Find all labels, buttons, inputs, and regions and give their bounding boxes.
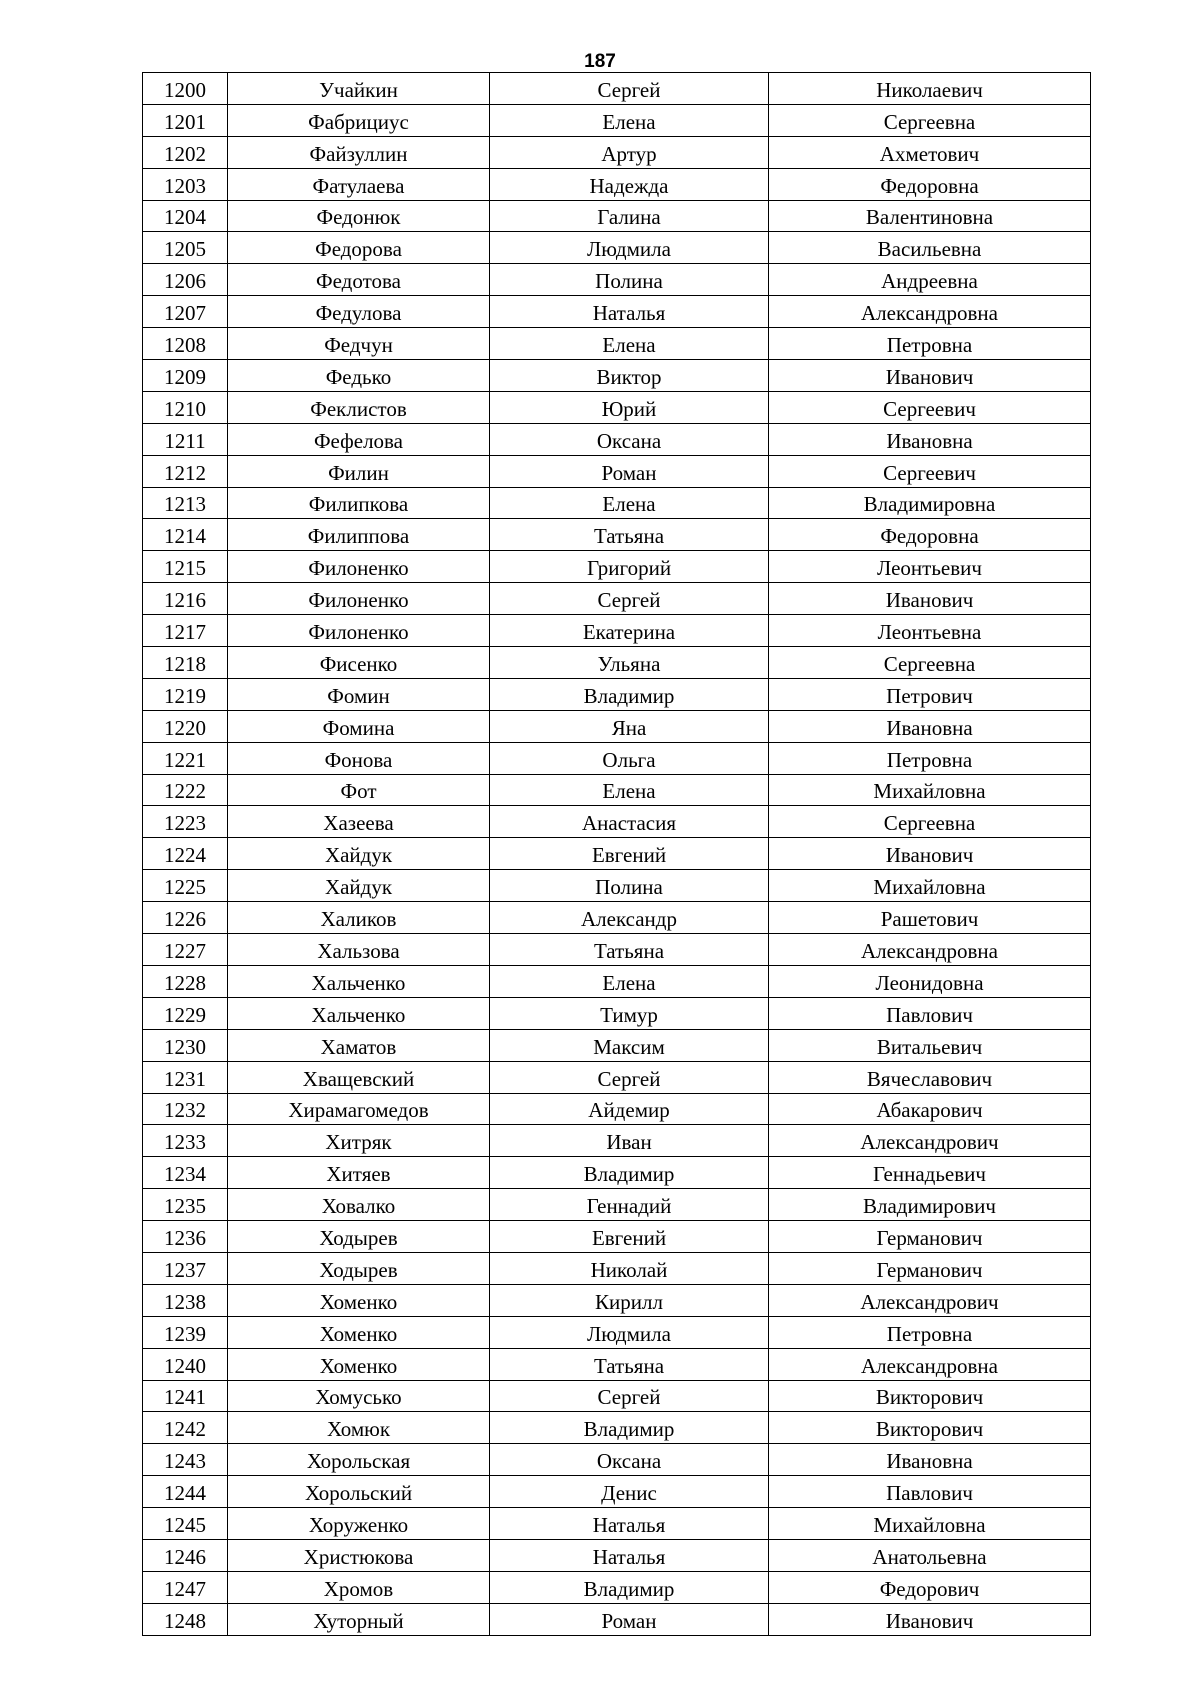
surname-cell: Учайкин (228, 73, 490, 105)
surname-cell: Филоненко (228, 615, 490, 647)
row-number-cell: 1212 (143, 455, 228, 487)
first-name-cell: Николай (490, 1252, 769, 1284)
row-number-cell: 1223 (143, 806, 228, 838)
patronymic-cell: Михайловна (769, 870, 1091, 902)
surname-cell: Федорова (228, 232, 490, 264)
patronymic-cell: Геннадьевич (769, 1157, 1091, 1189)
first-name-cell: Сергей (490, 73, 769, 105)
table-row (143, 1444, 1091, 1476)
patronymic-cell: Павлович (769, 1476, 1091, 1508)
table-row (143, 264, 1091, 296)
table-row (143, 710, 1091, 742)
row-number-cell: 1208 (143, 328, 228, 360)
first-name-cell: Владимир (490, 1412, 769, 1444)
table-row (143, 1476, 1091, 1508)
table-row (143, 360, 1091, 392)
surname-cell: Фатулаева (228, 168, 490, 200)
patronymic-cell: Александровна (769, 934, 1091, 966)
row-number-cell: 1214 (143, 519, 228, 551)
first-name-cell: Евгений (490, 838, 769, 870)
table-row (143, 1571, 1091, 1603)
row-number-cell: 1209 (143, 360, 228, 392)
patronymic-cell: Федорович (769, 1571, 1091, 1603)
surname-cell: Хазеева (228, 806, 490, 838)
table-row (143, 1348, 1091, 1380)
row-number-cell: 1218 (143, 647, 228, 679)
first-name-cell: Юрий (490, 391, 769, 423)
surname-cell: Ховалко (228, 1189, 490, 1221)
first-name-cell: Людмила (490, 232, 769, 264)
table-row (143, 1125, 1091, 1157)
first-name-cell: Владимир (490, 1571, 769, 1603)
row-number-cell: 1245 (143, 1508, 228, 1540)
first-name-cell: Тимур (490, 997, 769, 1029)
row-number-cell: 1200 (143, 73, 228, 105)
patronymic-cell: Иванович (769, 1603, 1091, 1635)
row-number-cell: 1215 (143, 551, 228, 583)
page-number: 187 (584, 51, 616, 72)
patronymic-cell: Леонтьевна (769, 615, 1091, 647)
patronymic-cell: Михайловна (769, 1508, 1091, 1540)
row-number-cell: 1237 (143, 1252, 228, 1284)
first-name-cell: Ольга (490, 742, 769, 774)
surname-cell: Фисенко (228, 647, 490, 679)
first-name-cell: Екатерина (490, 615, 769, 647)
row-number-cell: 1247 (143, 1571, 228, 1603)
first-name-cell: Артур (490, 136, 769, 168)
first-name-cell: Полина (490, 870, 769, 902)
row-number-cell: 1226 (143, 902, 228, 934)
patronymic-cell: Сергеевна (769, 647, 1091, 679)
row-number-cell: 1238 (143, 1284, 228, 1316)
first-name-cell: Наталья (490, 1539, 769, 1571)
table-row (143, 583, 1091, 615)
patronymic-cell: Сергеевна (769, 806, 1091, 838)
table-row (143, 423, 1091, 455)
surname-cell: Хоменко (228, 1284, 490, 1316)
table-row (143, 136, 1091, 168)
row-number-cell: 1219 (143, 678, 228, 710)
roster-table-body (143, 73, 1091, 1636)
surname-cell: Фефелова (228, 423, 490, 455)
surname-cell: Федулова (228, 296, 490, 328)
patronymic-cell: Александровна (769, 296, 1091, 328)
row-number-cell: 1207 (143, 296, 228, 328)
row-number-cell: 1243 (143, 1444, 228, 1476)
patronymic-cell: Германович (769, 1252, 1091, 1284)
first-name-cell: Владимир (490, 678, 769, 710)
row-number-cell: 1222 (143, 774, 228, 806)
first-name-cell: Геннадий (490, 1189, 769, 1221)
surname-cell: Фот (228, 774, 490, 806)
table-row (143, 1284, 1091, 1316)
surname-cell: Федько (228, 360, 490, 392)
patronymic-cell: Леонтьевич (769, 551, 1091, 583)
surname-cell: Хорольская (228, 1444, 490, 1476)
surname-cell: Хващевский (228, 1061, 490, 1093)
surname-cell: Хоменко (228, 1348, 490, 1380)
first-name-cell: Сергей (490, 1380, 769, 1412)
row-number-cell: 1246 (143, 1539, 228, 1571)
row-number-cell: 1230 (143, 1029, 228, 1061)
table-row (143, 1029, 1091, 1061)
patronymic-cell: Ивановна (769, 423, 1091, 455)
surname-cell: Хитяев (228, 1157, 490, 1189)
surname-cell: Фонова (228, 742, 490, 774)
first-name-cell: Сергей (490, 1061, 769, 1093)
table-row (143, 328, 1091, 360)
surname-cell: Хоруженко (228, 1508, 490, 1540)
surname-cell: Ходырев (228, 1252, 490, 1284)
surname-cell: Файзуллин (228, 136, 490, 168)
patronymic-cell: Владимировна (769, 487, 1091, 519)
table-row (143, 615, 1091, 647)
first-name-cell: Роман (490, 455, 769, 487)
first-name-cell: Ульяна (490, 647, 769, 679)
row-number-cell: 1232 (143, 1093, 228, 1125)
row-number-cell: 1244 (143, 1476, 228, 1508)
surname-cell: Христюкова (228, 1539, 490, 1571)
table-row (143, 678, 1091, 710)
table-row (143, 551, 1091, 583)
row-number-cell: 1206 (143, 264, 228, 296)
row-number-cell: 1217 (143, 615, 228, 647)
first-name-cell: Татьяна (490, 1348, 769, 1380)
row-number-cell: 1231 (143, 1061, 228, 1093)
table-row (143, 1221, 1091, 1253)
surname-cell: Филиппова (228, 519, 490, 551)
table-row (143, 1380, 1091, 1412)
first-name-cell: Кирилл (490, 1284, 769, 1316)
patronymic-cell: Петровна (769, 328, 1091, 360)
surname-cell: Фомин (228, 678, 490, 710)
surname-cell: Филоненко (228, 583, 490, 615)
surname-cell: Федчун (228, 328, 490, 360)
first-name-cell: Владимир (490, 1157, 769, 1189)
table-row (143, 965, 1091, 997)
first-name-cell: Роман (490, 1603, 769, 1635)
surname-cell: Феклистов (228, 391, 490, 423)
table-row (143, 1189, 1091, 1221)
surname-cell: Хальченко (228, 965, 490, 997)
first-name-cell: Елена (490, 774, 769, 806)
row-number-cell: 1236 (143, 1221, 228, 1253)
patronymic-cell: Ивановна (769, 1444, 1091, 1476)
first-name-cell: Татьяна (490, 519, 769, 551)
table-row (143, 232, 1091, 264)
surname-cell: Хитряк (228, 1125, 490, 1157)
table-row (143, 870, 1091, 902)
row-number-cell: 1220 (143, 710, 228, 742)
surname-cell: Хальченко (228, 997, 490, 1029)
patronymic-cell: Иванович (769, 838, 1091, 870)
first-name-cell: Наталья (490, 296, 769, 328)
first-name-cell: Анастасия (490, 806, 769, 838)
patronymic-cell: Васильевна (769, 232, 1091, 264)
row-number-cell: 1241 (143, 1380, 228, 1412)
patronymic-cell: Николаевич (769, 73, 1091, 105)
patronymic-cell: Ивановна (769, 710, 1091, 742)
table-row (143, 1252, 1091, 1284)
patronymic-cell: Федоровна (769, 519, 1091, 551)
surname-cell: Федотова (228, 264, 490, 296)
row-number-cell: 1221 (143, 742, 228, 774)
row-number-cell: 1210 (143, 391, 228, 423)
patronymic-cell: Михайловна (769, 774, 1091, 806)
table-row (143, 487, 1091, 519)
row-number-cell: 1248 (143, 1603, 228, 1635)
table-row (143, 902, 1091, 934)
first-name-cell: Александр (490, 902, 769, 934)
surname-cell: Филипкова (228, 487, 490, 519)
table-row (143, 455, 1091, 487)
table-row (143, 1157, 1091, 1189)
first-name-cell: Сергей (490, 583, 769, 615)
patronymic-cell: Андреевна (769, 264, 1091, 296)
patronymic-cell: Александрович (769, 1125, 1091, 1157)
patronymic-cell: Ахметович (769, 136, 1091, 168)
table-row (143, 200, 1091, 232)
patronymic-cell: Вячеславович (769, 1061, 1091, 1093)
patronymic-cell: Сергеевич (769, 455, 1091, 487)
row-number-cell: 1203 (143, 168, 228, 200)
patronymic-cell: Германович (769, 1221, 1091, 1253)
patronymic-cell: Сергеевна (769, 104, 1091, 136)
table-row (143, 997, 1091, 1029)
patronymic-cell: Абакарович (769, 1093, 1091, 1125)
patronymic-cell: Иванович (769, 583, 1091, 615)
table-row (143, 1412, 1091, 1444)
patronymic-cell: Владимирович (769, 1189, 1091, 1221)
row-number-cell: 1225 (143, 870, 228, 902)
patronymic-cell: Анатольевна (769, 1539, 1091, 1571)
patronymic-cell: Павлович (769, 997, 1091, 1029)
surname-cell: Фабрициус (228, 104, 490, 136)
patronymic-cell: Александровна (769, 1348, 1091, 1380)
first-name-cell: Елена (490, 965, 769, 997)
row-number-cell: 1202 (143, 136, 228, 168)
table-row (143, 296, 1091, 328)
patronymic-cell: Федоровна (769, 168, 1091, 200)
patronymic-cell: Петровна (769, 742, 1091, 774)
table-row (143, 391, 1091, 423)
first-name-cell: Надежда (490, 168, 769, 200)
table-row (143, 104, 1091, 136)
patronymic-cell: Александрович (769, 1284, 1091, 1316)
surname-cell: Федонюк (228, 200, 490, 232)
surname-cell: Хомусько (228, 1380, 490, 1412)
row-number-cell: 1213 (143, 487, 228, 519)
row-number-cell: 1201 (143, 104, 228, 136)
first-name-cell: Евгений (490, 1221, 769, 1253)
first-name-cell: Оксана (490, 1444, 769, 1476)
patronymic-cell: Петровна (769, 1316, 1091, 1348)
first-name-cell: Иван (490, 1125, 769, 1157)
first-name-cell: Галина (490, 200, 769, 232)
first-name-cell: Елена (490, 104, 769, 136)
first-name-cell: Виктор (490, 360, 769, 392)
surname-cell: Хорольский (228, 1476, 490, 1508)
surname-cell: Хаматов (228, 1029, 490, 1061)
patronymic-cell: Иванович (769, 360, 1091, 392)
patronymic-cell: Викторович (769, 1380, 1091, 1412)
row-number-cell: 1235 (143, 1189, 228, 1221)
row-number-cell: 1227 (143, 934, 228, 966)
surname-cell: Хомюк (228, 1412, 490, 1444)
first-name-cell: Людмила (490, 1316, 769, 1348)
first-name-cell: Яна (490, 710, 769, 742)
patronymic-cell: Сергеевич (769, 391, 1091, 423)
row-number-cell: 1224 (143, 838, 228, 870)
table-row (143, 742, 1091, 774)
table-row (143, 1603, 1091, 1635)
first-name-cell: Наталья (490, 1508, 769, 1540)
row-number-cell: 1242 (143, 1412, 228, 1444)
table-row (143, 774, 1091, 806)
first-name-cell: Оксана (490, 423, 769, 455)
first-name-cell: Григорий (490, 551, 769, 583)
table-row (143, 1316, 1091, 1348)
first-name-cell: Елена (490, 328, 769, 360)
table-row (143, 838, 1091, 870)
row-number-cell: 1233 (143, 1125, 228, 1157)
table-row (143, 806, 1091, 838)
surname-cell: Хуторный (228, 1603, 490, 1635)
table-row (143, 1539, 1091, 1571)
row-number-cell: 1216 (143, 583, 228, 615)
first-name-cell: Айдемир (490, 1093, 769, 1125)
surname-cell: Филин (228, 455, 490, 487)
surname-cell: Хирамагомедов (228, 1093, 490, 1125)
table-row (143, 647, 1091, 679)
patronymic-cell: Рашетович (769, 902, 1091, 934)
surname-cell: Филоненко (228, 551, 490, 583)
row-number-cell: 1228 (143, 965, 228, 997)
surname-cell: Фомина (228, 710, 490, 742)
patronymic-cell: Петрович (769, 678, 1091, 710)
surname-cell: Хоменко (228, 1316, 490, 1348)
row-number-cell: 1211 (143, 423, 228, 455)
table-row (143, 934, 1091, 966)
table-row (143, 1508, 1091, 1540)
surname-cell: Хайдук (228, 870, 490, 902)
row-number-cell: 1239 (143, 1316, 228, 1348)
table-row (143, 168, 1091, 200)
table-row (143, 1061, 1091, 1093)
first-name-cell: Денис (490, 1476, 769, 1508)
roster-table (142, 72, 1091, 1636)
patronymic-cell: Викторович (769, 1412, 1091, 1444)
surname-cell: Хальзова (228, 934, 490, 966)
surname-cell: Халиков (228, 902, 490, 934)
surname-cell: Хайдук (228, 838, 490, 870)
table-row (143, 519, 1091, 551)
row-number-cell: 1204 (143, 200, 228, 232)
surname-cell: Хромов (228, 1571, 490, 1603)
patronymic-cell: Леонидовна (769, 965, 1091, 997)
first-name-cell: Елена (490, 487, 769, 519)
first-name-cell: Татьяна (490, 934, 769, 966)
table-row (143, 73, 1091, 105)
patronymic-cell: Витальевич (769, 1029, 1091, 1061)
surname-cell: Ходырев (228, 1221, 490, 1253)
row-number-cell: 1229 (143, 997, 228, 1029)
row-number-cell: 1205 (143, 232, 228, 264)
row-number-cell: 1234 (143, 1157, 228, 1189)
first-name-cell: Максим (490, 1029, 769, 1061)
first-name-cell: Полина (490, 264, 769, 296)
row-number-cell: 1240 (143, 1348, 228, 1380)
patronymic-cell: Валентиновна (769, 200, 1091, 232)
table-row (143, 1093, 1091, 1125)
